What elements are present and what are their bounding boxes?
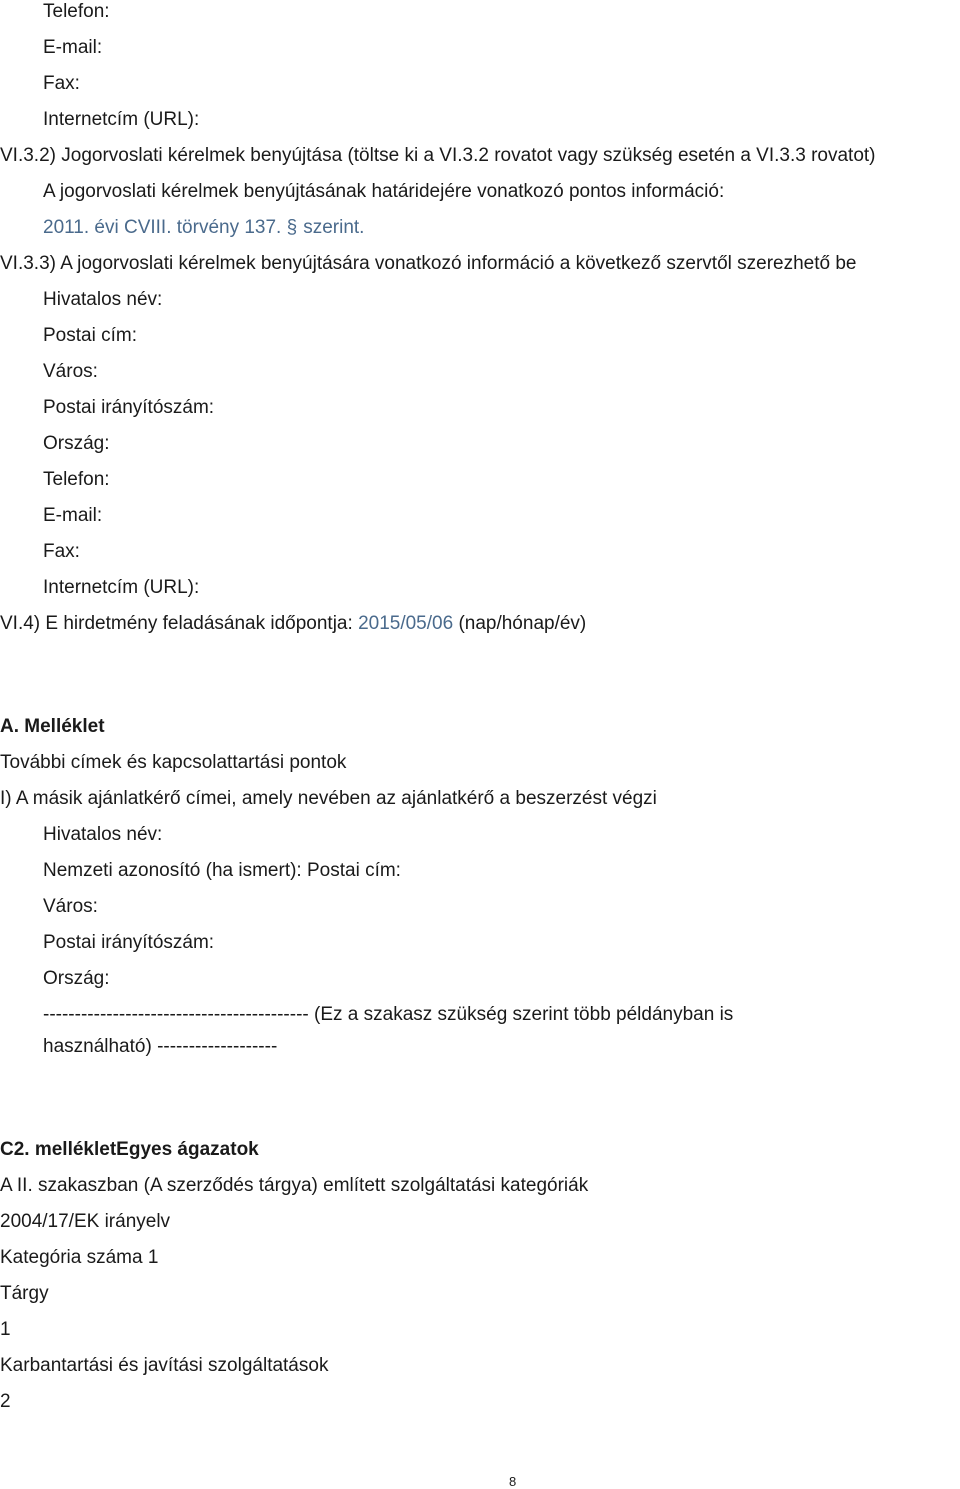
dispatch-date-label: VI.4) E hirdetmény feladásának időpontja: — [0, 613, 353, 634]
annex-c2-title: C2. mellékletEgyes ágazatok — [0, 1139, 259, 1160]
annex-varos-label: Város: — [43, 896, 98, 917]
deadline-law-suffix: szerint. — [303, 217, 365, 238]
annex-repeat-note-line1: ------------------------------------------ (Ez a szakasz szükség szerint több példányban is — [43, 1004, 734, 1025]
deadline-info-value — [43, 217, 364, 239]
annex-c2-directive: 2004/17/EK irányelv — [0, 1211, 171, 1232]
annex-c2-service-name: Karbantartási és javítási szolgáltatások — [0, 1355, 329, 1376]
annex-c2-subject-label: Tárgy — [0, 1283, 49, 1304]
annex-repeat-note-line2: használható) ------------------- — [43, 1036, 278, 1057]
annex-c2-category-number: Kategória száma 1 — [0, 1247, 159, 1268]
section-vi-3-3-heading: VI.3.3) A jogorvoslati kérelmek benyújtására vonatkozó információ a következő szervtől szerezhető be — [0, 253, 857, 274]
email-label-2: E-mail: — [43, 505, 103, 526]
hivatalos-nev-label: Hivatalos név: — [43, 289, 163, 310]
telefon-label-2: Telefon: — [43, 469, 110, 490]
deadline-info-label: A jogorvoslati kérelmek benyújtásának határidejére vonatkozó pontos információ: — [43, 181, 725, 202]
email-label: E-mail: — [43, 37, 103, 58]
annex-hivatalos-nev-label: Hivatalos név: — [43, 824, 163, 845]
orszag-label: Ország: — [43, 433, 110, 454]
section-symbol-icon: § — [286, 217, 298, 238]
annex-c2-line1: A II. szakaszban (A szerződés tárgya) említett szolgáltatási kategóriák — [0, 1175, 589, 1196]
annex-a-title: A. Melléklet — [0, 716, 105, 737]
fax-label: Fax: — [43, 73, 80, 94]
iranyitoszam-label: Postai irányítószám: — [43, 397, 215, 418]
annex-a-subtitle: További címek és kapcsolattartási pontok — [0, 752, 347, 773]
annex-orszag-label: Ország: — [43, 968, 110, 989]
section-vi-4 — [0, 613, 586, 635]
internet-url-label: Internetcím (URL): — [43, 109, 200, 130]
dispatch-date-value: 2015/05/06 — [358, 613, 454, 634]
annex-a-section-i: I) A másik ajánlatkérő címei, amely nevében az ajánlatkérő a beszerzést végzi — [0, 788, 657, 809]
date-format-hint: (nap/hónap/év) — [458, 613, 587, 634]
annex-iranyitoszam-label: Postai irányítószám: — [43, 932, 215, 953]
internet-url-label-2: Internetcím (URL): — [43, 577, 200, 598]
telefon-label: Telefon: — [43, 1, 110, 22]
annex-nemzeti-azonosito-label: Nemzeti azonosító (ha ismert): Postai cím: — [43, 860, 401, 881]
varos-label: Város: — [43, 361, 98, 382]
deadline-law-text: 2011. évi CVIII. törvény 137. — [43, 217, 282, 238]
fax-label-2: Fax: — [43, 541, 80, 562]
section-vi-3-2-heading: VI.3.2) Jogorvoslati kérelmek benyújtása (töltse ki a VI.3.2 rovatot vagy szükség esetén a VI.3.3 rovatot) — [0, 145, 876, 166]
annex-c2-item-number-2: 2 — [0, 1391, 11, 1412]
postai-cim-label: Postai cím: — [43, 325, 137, 346]
page-number: 8 — [509, 1474, 517, 1489]
annex-c2-item-number-1: 1 — [0, 1319, 11, 1340]
